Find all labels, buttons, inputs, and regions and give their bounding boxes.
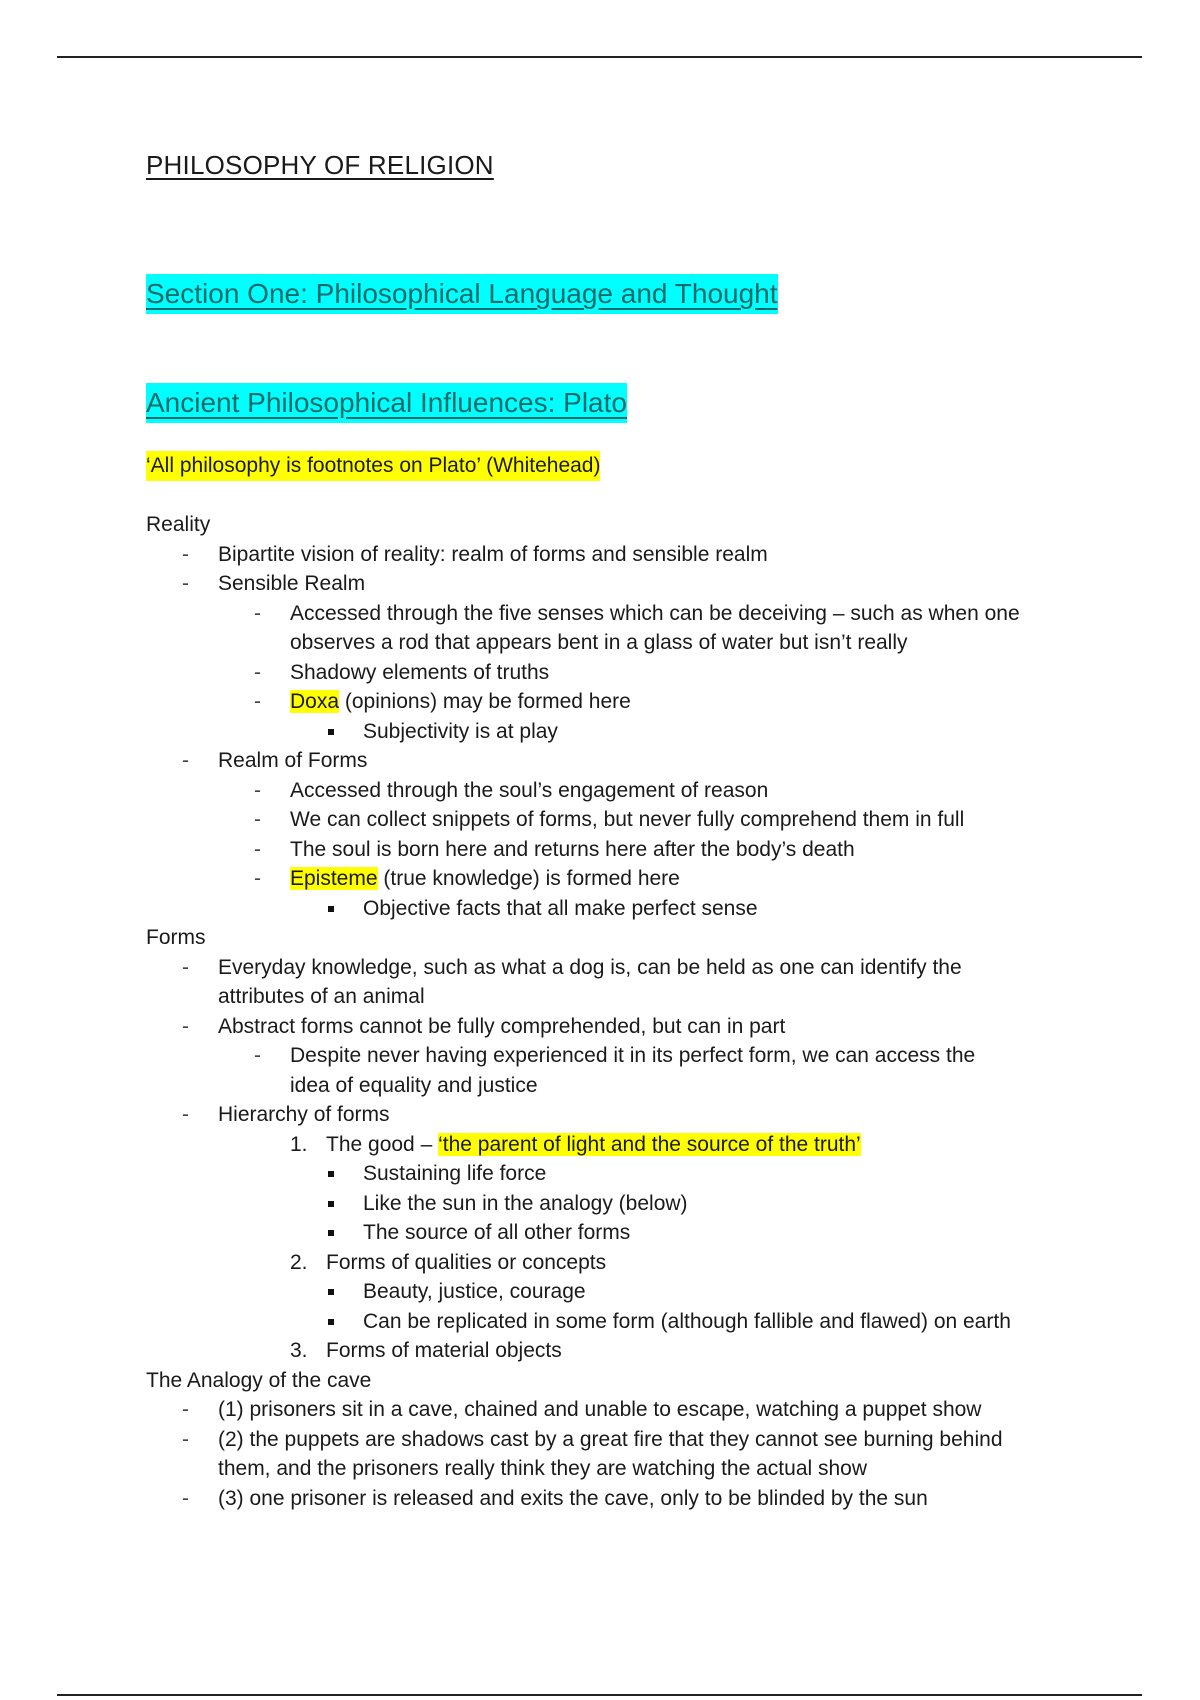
list-item xyxy=(146,953,1106,983)
list-item-text: Bipartite vision of reality: realm of forms and sensible realm xyxy=(218,542,768,566)
bottom-rule xyxy=(57,1694,1142,1696)
list-item-text: Shadowy elements of truths xyxy=(290,660,550,684)
list-item xyxy=(146,1484,1106,1514)
list-item-text: (3) one prisoner is released and exits the cave, only to be blinded by the sun xyxy=(218,1486,928,1510)
dash-bullet: - xyxy=(182,749,189,772)
dash-bullet: - xyxy=(254,1044,261,1067)
list-item xyxy=(146,864,1106,894)
list-item-text: Sustaining life force xyxy=(363,1162,547,1185)
list-item-continuation: them, and the prisoners really think they are watching the actual show xyxy=(218,1457,868,1480)
dash-bullet: - xyxy=(254,660,261,684)
list-item xyxy=(146,1189,1106,1219)
list-item-text: Beauty, justice, courage xyxy=(363,1280,586,1303)
list-item-text: Despite never having experienced it in its perfect form, we can access the xyxy=(290,1044,976,1067)
numbered-item xyxy=(146,1248,1106,1278)
list-item xyxy=(146,599,1106,629)
list-item-text: Abstract forms cannot be fully comprehended, but can in part xyxy=(218,1014,786,1038)
list-item-text: Sensible Realm xyxy=(218,572,366,595)
list-item-text: Realm of Forms xyxy=(218,749,368,772)
number-marker: 2. xyxy=(290,1250,308,1274)
list-item-text: We can collect snippets of forms, but never fully comprehend them in full xyxy=(290,808,965,831)
list-item-text: Accessed through the five senses which can be deceiving – such as when one xyxy=(290,601,1020,625)
list-item-text: The soul is born here and returns here after the body’s death xyxy=(290,837,855,861)
number-marker: 3. xyxy=(290,1339,308,1362)
list-item xyxy=(146,569,1106,599)
list-item xyxy=(146,540,1106,570)
heading-forms: Forms xyxy=(146,926,206,949)
dash-bullet: - xyxy=(254,808,261,831)
list-item xyxy=(146,776,1106,806)
number-marker: 1. xyxy=(290,1132,308,1156)
list-item-text: Everyday knowledge, such as what a dog is, can be held as one can identify the xyxy=(218,955,962,979)
list-item-text: (1) prisoners sit in a cave, chained and unable to escape, watching a puppet show xyxy=(218,1398,982,1421)
dash-bullet: - xyxy=(254,601,261,625)
square-bullet-icon xyxy=(328,729,334,735)
highlighted-quote-inline: ‘the parent of light and the source of the truth’ xyxy=(438,1132,861,1156)
subsection-heading: Ancient Philosophical Influences: Plato xyxy=(146,383,627,423)
list-item xyxy=(146,1218,1106,1248)
list-item-text: (2) the puppets are shadows cast by a great fire that they cannot see burning behind xyxy=(218,1427,1003,1451)
list-item-text: The source of all other forms xyxy=(363,1221,631,1244)
list-item-text: Can be replicated in some form (although fallible and flawed) on earth xyxy=(363,1309,1011,1333)
square-bullet-icon xyxy=(328,1201,334,1207)
highlighted-term: Episteme xyxy=(290,867,378,890)
dash-bullet: - xyxy=(182,1014,189,1038)
list-item-continuation: idea of equality and justice xyxy=(290,1073,538,1097)
square-bullet-icon xyxy=(328,1230,334,1236)
list-item xyxy=(146,717,1106,747)
list-item-text: Forms of material objects xyxy=(326,1339,562,1362)
square-bullet-icon xyxy=(328,1171,334,1177)
list-item-text: Accessed through the soul’s engagement of reason xyxy=(290,778,769,802)
list-item xyxy=(146,1395,1106,1425)
dash-bullet: - xyxy=(254,867,261,890)
list-item xyxy=(146,658,1106,688)
highlighted-term: Doxa xyxy=(290,690,340,713)
list-item-text: Like the sun in the analogy (below) xyxy=(363,1191,688,1215)
dash-bullet: - xyxy=(182,1486,189,1510)
list-item xyxy=(146,746,1106,776)
dash-bullet: - xyxy=(182,542,189,566)
top-rule xyxy=(57,56,1142,58)
square-bullet-icon xyxy=(328,906,334,912)
dash-bullet: - xyxy=(182,955,189,979)
list-item-text: Subjectivity is at play xyxy=(363,719,558,743)
list-item-text: Hierarchy of forms xyxy=(218,1103,390,1126)
dash-bullet: - xyxy=(182,1427,189,1451)
list-item xyxy=(146,894,1106,924)
section-heading: Section One: Philosophical Language and Thought xyxy=(146,274,778,314)
dash-bullet: - xyxy=(182,1398,189,1421)
numbered-item xyxy=(146,1130,1106,1160)
list-item xyxy=(146,1100,1106,1130)
list-item xyxy=(146,1277,1106,1307)
list-item-continuation: observes a rod that appears bent in a glass of water but isn’t really xyxy=(290,631,908,654)
list-item xyxy=(146,1041,1106,1071)
dash-bullet: - xyxy=(254,690,261,713)
list-item xyxy=(146,805,1106,835)
list-item-text: (true knowledge) is formed here xyxy=(377,867,680,890)
dash-bullet: - xyxy=(182,1103,189,1126)
list-item xyxy=(146,687,1106,717)
list-item-text: Forms of qualities or concepts xyxy=(326,1250,607,1274)
list-item xyxy=(146,1425,1106,1455)
list-item xyxy=(146,1159,1106,1189)
heading-reality: Reality xyxy=(146,513,211,536)
square-bullet-icon xyxy=(328,1289,334,1295)
highlighted-quote: ‘All philosophy is footnotes on Plato’ (Whitehead) xyxy=(146,451,600,481)
list-item xyxy=(146,835,1106,865)
square-bullet-icon xyxy=(328,1319,334,1325)
list-item xyxy=(146,1307,1106,1337)
list-item-text: (opinions) may be formed here xyxy=(339,690,631,713)
numbered-item xyxy=(146,1336,1106,1366)
list-item-continuation: attributes of an animal xyxy=(218,985,425,1008)
list-item-text: Objective facts that all make perfect sense xyxy=(363,896,758,920)
dash-bullet: - xyxy=(254,778,261,802)
list-item-text: The good – xyxy=(326,1132,439,1156)
dash-bullet: - xyxy=(254,837,261,861)
dash-bullet: - xyxy=(182,572,189,595)
notes-outline xyxy=(146,510,1106,1513)
document-title: PHILOSOPHY OF RELIGION xyxy=(146,150,494,180)
heading-cave: The Analogy of the cave xyxy=(146,1368,372,1392)
list-item xyxy=(146,1012,1106,1042)
